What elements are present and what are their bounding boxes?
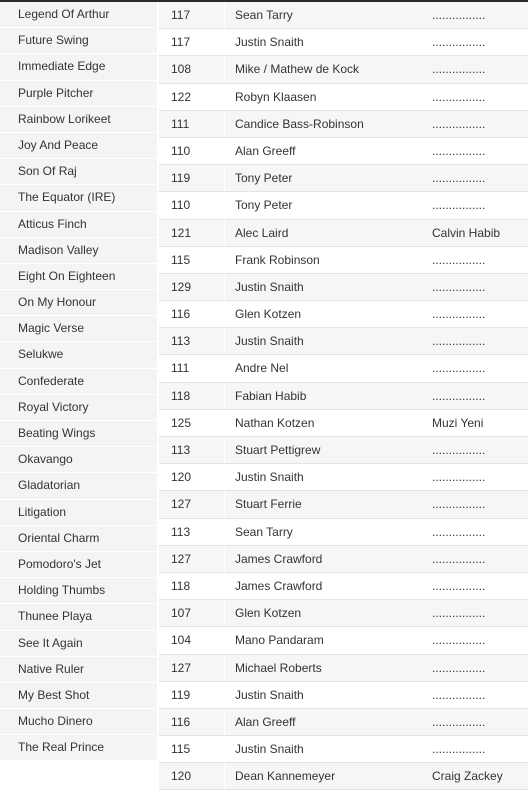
table-row (159, 138, 528, 165)
table-row (159, 247, 528, 274)
jockey-cell: James Crawford (225, 546, 421, 572)
weight-cell: 113 (159, 328, 225, 354)
table-row (159, 519, 528, 546)
weight-cell: 116 (159, 301, 225, 327)
trainer-cell: ................ (421, 600, 528, 626)
jockey-cell: Alan Greeff (225, 709, 421, 735)
jockey-cell: Mano Pandaram (235, 633, 324, 648)
trainer-cell: ................ (432, 524, 486, 539)
jockey-cell: Michael Roberts (225, 655, 421, 681)
horse-name: Thunee Playa (0, 604, 157, 630)
horse-name: Son Of Raj (0, 159, 157, 185)
table-row (159, 491, 528, 518)
weight-cell: 119 (159, 682, 225, 708)
table-row (159, 111, 528, 138)
horse-name: Magic Verse (0, 316, 157, 342)
horse-name: Native Ruler (0, 657, 157, 683)
table-row (159, 464, 528, 491)
trainer-cell: ................ (421, 56, 528, 82)
weight-cell: 118 (159, 573, 225, 599)
table-row (159, 709, 528, 736)
horse-name: Pomodoro's Jet (0, 552, 157, 578)
trainer-cell: ................ (432, 89, 486, 104)
weight-cell: 120 (159, 464, 225, 490)
trainer-cell: ................ (421, 111, 528, 137)
trainer-cell: ................ (421, 274, 528, 300)
horse-name: Eight On Eighteen (0, 264, 157, 290)
horse-name: Joy And Peace (0, 133, 157, 159)
table-row (159, 383, 528, 410)
weight-cell: 125 (159, 410, 225, 436)
trainer-cell: Craig Zackey (421, 763, 528, 789)
horse-name: The Real Prince (0, 735, 157, 761)
table-row (159, 763, 528, 790)
trainer-cell: ................ (432, 307, 486, 322)
table-row (159, 2, 528, 29)
table-row (159, 682, 528, 709)
trainer-cell: ................ (421, 328, 528, 354)
table-row (159, 274, 528, 301)
horse-name: My Best Shot (0, 683, 157, 709)
weight-cell: 108 (159, 56, 225, 82)
table-row (159, 29, 528, 56)
jockey-cell: Justin Snaith (235, 742, 304, 757)
trainer-cell: ................ (432, 252, 486, 267)
horse-name: Rainbow Lorikeet (0, 107, 157, 133)
jockey-cell: Stuart Pettigrew (225, 437, 421, 463)
trainer-cell: Calvin Habib (421, 220, 528, 246)
trainer-cell: ................ (432, 578, 486, 593)
jockey-cell: Stuart Ferrie (225, 491, 421, 517)
weight-cell: 110 (159, 192, 225, 218)
table-row (159, 328, 528, 355)
table-row (159, 573, 528, 600)
weight-cell: 111 (159, 111, 225, 137)
table-row (159, 56, 528, 83)
table-row (159, 165, 528, 192)
weight-cell: 127 (159, 491, 225, 517)
horse-name: Mucho Dinero (0, 709, 157, 735)
weight-cell: 129 (159, 274, 225, 300)
jockey-cell: Glen Kotzen (235, 307, 302, 322)
trainer-cell: ................ (421, 165, 528, 191)
table-row (159, 355, 528, 382)
trainer-cell: ................ (421, 709, 528, 735)
trainer-cell: ................ (421, 546, 528, 572)
trainer-cell: ................ (432, 633, 486, 648)
jockey-cell: Robyn Klaasen (235, 89, 317, 104)
jockey-cell: Andre Nel (235, 361, 289, 376)
weight-cell: 113 (159, 519, 225, 545)
weight-cell: 118 (159, 383, 225, 409)
table-row (159, 627, 528, 654)
table-row (159, 546, 528, 573)
horse-name: Madison Valley (0, 238, 157, 264)
table-row (159, 220, 528, 247)
trainer-cell: ................ (432, 143, 486, 158)
horse-name: Holding Thumbs (0, 578, 157, 604)
horse-name: See It Again (0, 631, 157, 657)
jockey-cell: Justin Snaith (235, 35, 304, 50)
horse-name: Beating Wings (0, 421, 157, 447)
trainer-cell: ................ (421, 437, 528, 463)
weight-cell: 111 (159, 355, 225, 381)
table-row (159, 192, 528, 219)
jockey-cell: Justin Snaith (235, 470, 304, 485)
jockey-cell: Alec Laird (225, 220, 421, 246)
jockey-cell: Glen Kotzen (225, 600, 421, 626)
horse-name: Selukwe (0, 342, 157, 368)
jockey-cell: Alan Greeff (235, 143, 296, 158)
table-row (159, 600, 528, 627)
jockey-cell: Justin Snaith (225, 328, 421, 354)
horse-name-column (0, 2, 157, 761)
table-row (159, 655, 528, 682)
jockey-cell: Candice Bass-Robinson (225, 111, 421, 137)
horse-name: Legend Of Arthur (0, 2, 157, 28)
weight-cell: 127 (159, 655, 225, 681)
weight-cell: 104 (159, 627, 225, 653)
jockey-cell: Dean Kannemeyer (225, 763, 421, 789)
trainer-cell: ................ (432, 35, 486, 50)
jockey-cell: Sean Tarry (235, 524, 293, 539)
weight-cell: 122 (159, 84, 225, 110)
weight-cell: 117 (159, 2, 225, 28)
jockey-cell: Justin Snaith (235, 687, 304, 702)
horse-name: Royal Victory (0, 395, 157, 421)
weight-cell: 107 (159, 600, 225, 626)
jockey-cell: Frank Robinson (235, 252, 320, 267)
weight-cell: 119 (159, 165, 225, 191)
weight-cell: 115 (159, 247, 225, 273)
table-row (159, 301, 528, 328)
trainer-cell: ................ (432, 470, 486, 485)
jockey-cell: Nathan Kotzen (235, 415, 315, 430)
weight-cell: 127 (159, 546, 225, 572)
horse-name: Future Swing (0, 28, 157, 54)
table-row (159, 84, 528, 111)
horse-name: Confederate (0, 369, 157, 395)
jockey-cell: Fabian Habib (225, 383, 421, 409)
weight-cell: 121 (159, 220, 225, 246)
table-row (159, 437, 528, 464)
trainer-cell: ................ (421, 491, 528, 517)
horse-name: Atticus Finch (0, 212, 157, 238)
table-row (159, 736, 528, 763)
weight-cell: 115 (159, 736, 225, 762)
horse-name: Okavango (0, 447, 157, 473)
horse-name: Immediate Edge (0, 54, 157, 80)
horse-name: Gladatorian (0, 473, 157, 499)
horse-name: Litigation (0, 500, 157, 526)
jockey-cell: Sean Tarry (225, 2, 421, 28)
table-row (159, 410, 528, 437)
horse-name: On My Honour (0, 290, 157, 316)
trainer-cell: ................ (432, 361, 486, 376)
jockey-cell: Tony Peter (235, 198, 293, 213)
jockey-cell: Tony Peter (225, 165, 421, 191)
horse-name: The Equator (IRE) (0, 185, 157, 211)
trainer-cell: ................ (421, 655, 528, 681)
weight-cell: 110 (159, 138, 225, 164)
weight-cell: 117 (159, 29, 225, 55)
trainer-cell: ................ (432, 687, 486, 702)
horse-name: Oriental Charm (0, 526, 157, 552)
weight-cell: 113 (159, 437, 225, 463)
horse-name: Purple Pitcher (0, 81, 157, 107)
trainer-cell: ................ (421, 2, 528, 28)
jockey-cell: Justin Snaith (225, 274, 421, 300)
weight-cell: 116 (159, 709, 225, 735)
trainer-cell: Muzi Yeni (432, 415, 484, 430)
weight-cell: 120 (159, 763, 225, 789)
trainer-cell: ................ (432, 742, 486, 757)
trainer-cell: ................ (432, 198, 486, 213)
trainer-cell: ................ (421, 383, 528, 409)
jockey-cell: James Crawford (235, 578, 323, 593)
details-table (159, 2, 528, 790)
jockey-cell: Mike / Mathew de Kock (225, 56, 421, 82)
